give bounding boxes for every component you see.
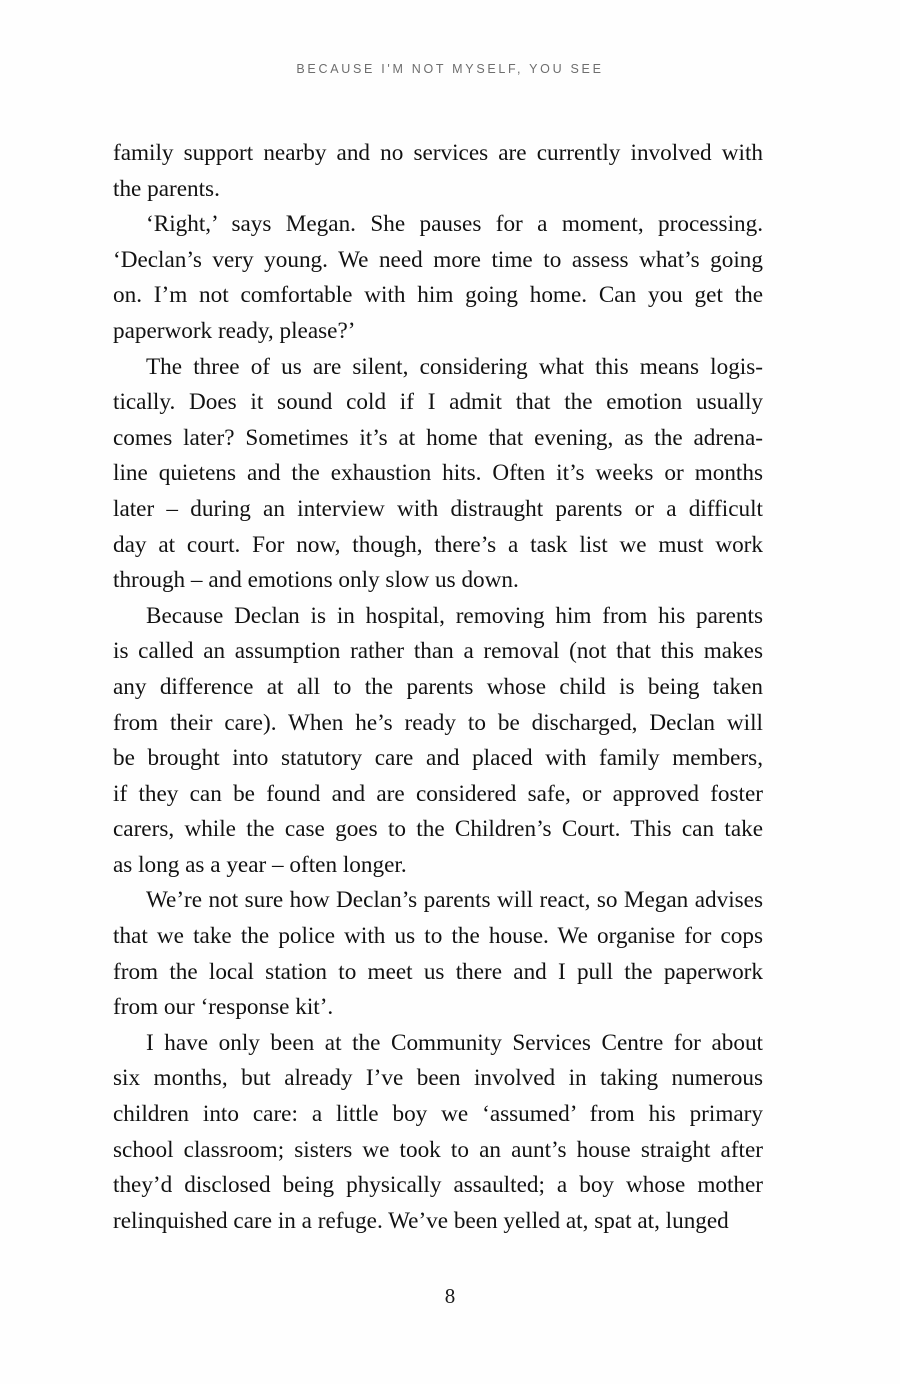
paragraph <box>113 136 763 207</box>
text-line: tically. Does it sound cold if I admit that the emotion usually <box>113 389 763 416</box>
text-line: relinquished care in a refuge. We’ve been yelled at, spat at, lunged <box>113 1207 729 1234</box>
text-line: ‘Right,’ says Megan. She pauses for a moment, processing. <box>146 211 763 238</box>
running-head: BECAUSE I'M NOT MYSELF, YOU SEE <box>296 62 604 76</box>
paragraph <box>113 599 763 884</box>
text-line: comes later? Sometimes it’s at home that evening, as the adrena- <box>113 424 763 451</box>
text-line: ‘Declan’s very young. We need more time to assess what’s going <box>113 246 763 273</box>
text-line: I have only been at the Community Services Centre for about <box>146 1029 763 1056</box>
text-line: is called an assumption rather than a removal (not that this makes <box>113 638 763 665</box>
text-line: on. I’m not comfortable with him going home. Can you get the <box>113 282 763 309</box>
text-line: from the local station to meet us there and I pull the paperwork <box>113 958 763 985</box>
text-line: that we take the police with us to the house. We organise for cops <box>113 923 763 950</box>
text-line: six months, but already I’ve been involved in taking numerous <box>113 1065 763 1092</box>
text-line: line quietens and the exhaustion hits. Often it’s weeks or months <box>113 460 763 487</box>
text-line: through – and emotions only slow us down. <box>113 567 519 594</box>
text-line: family support nearby and no services are currently involved with <box>113 140 763 166</box>
paragraph <box>113 350 763 599</box>
text-line: later – during an interview with distraught parents or a difficult <box>113 495 763 522</box>
text-line: as long as a year – often longer. <box>113 851 407 878</box>
text-line: day at court. For now, though, there’s a task list we must work <box>113 531 763 558</box>
text-line: school classroom; sisters we took to an aunt’s house straight after <box>113 1136 763 1163</box>
text-line: paperwork ready, please?’ <box>113 317 356 344</box>
text-line: be brought into statutory care and placed with family members, <box>113 745 763 772</box>
paragraph <box>113 883 763 1025</box>
paragraph <box>113 1026 763 1240</box>
text-line: they’d disclosed being physically assaulted; a boy whose mother <box>113 1172 763 1199</box>
text-line: if they can be found and are considered safe, or approved foster <box>113 780 763 807</box>
body-text-column <box>113 136 763 1239</box>
text-line: carers, while the case goes to the Children’s Court. This can take <box>113 816 763 843</box>
text-line: from their care). When he’s ready to be discharged, Declan will <box>113 709 763 736</box>
text-line: We’re not sure how Declan’s parents will react, so Megan advises <box>146 887 763 914</box>
text-line: children into care: a little boy we ‘assumed’ from his primary <box>113 1101 763 1128</box>
paragraph <box>113 207 763 349</box>
text-line: from our ‘response kit’. <box>113 994 334 1021</box>
text-line: The three of us are silent, considering what this means logis- <box>146 353 763 380</box>
text-line: the parents. <box>113 175 220 202</box>
text-line: any difference at all to the parents whose child is being taken <box>113 673 763 700</box>
page-number: 8 <box>444 1284 456 1308</box>
text-line: Because Declan is in hospital, removing him from his parents <box>146 602 763 629</box>
